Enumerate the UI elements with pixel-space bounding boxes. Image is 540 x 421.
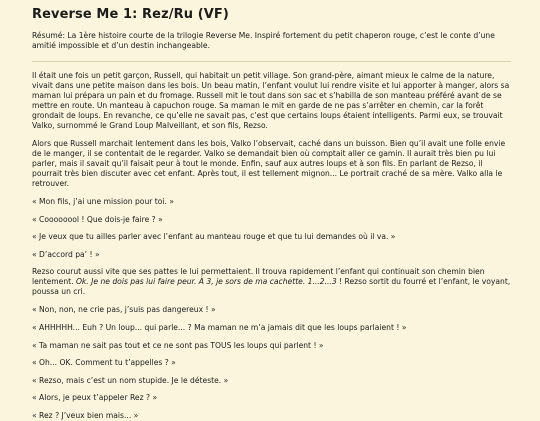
dialogue-line: « Rezso, mais c’est un nom stupide. Je le déteste. » [32, 375, 229, 385]
story-paragraph [32, 267, 511, 297]
dialogue-line: « Coooooool ! Que dois-je faire ? » [32, 214, 163, 224]
paragraph-text: ! Rezso sortit du fourré et l’enfant, le voyant, poussa un cri. [32, 277, 511, 297]
paragraph-text: Rezso courut aussi vite que ses pattes le lui permettaient. Il trouva rapidement l’enfant qui continuait son chemin bien lentement. [32, 267, 485, 287]
divider [32, 61, 511, 62]
dialogue-line: « Non, non, ne crie pas, j’suis pas dangereux ! » [32, 305, 216, 315]
story-body [32, 71, 511, 421]
dialogue-line: « Rez ? J’veux bien mais... » [32, 410, 139, 420]
italic-thought: Ok. Je ne dois pas lui faire peur. À 3, je sors de ma cachette. 1...2...3 [75, 277, 337, 287]
dialogue-line: « Alors, je peux t’appeler Rez ? » [32, 393, 158, 403]
dialogue-line: « AHHHHH... Euh ? Un loup... qui parle... ? Ma maman ne m’a jamais dit que les loups parlaient ! » [32, 322, 407, 332]
dialogue-line: « Ta maman ne sait pas tout et ce ne sont pas TOUS les loups qui parlent ! » [32, 340, 324, 350]
dialogue-line: « Je veux que tu ailles parler avec l’enfant au manteau rouge et que tu lui demandes où il va. » [32, 232, 396, 242]
story-title: Reverse Me 1: Rez/Ru (VF) [32, 7, 229, 22]
story-paragraph: Alors que Russell marchait lentement dans les bois, Valko l’observait, caché dans un buisson. Bien qu’il avait une folle envie de le manger, il se contentait de le regarder. Valko se demandait bien où comptait aller ce gamin. Il aurait très bien pu lui parler, mais il savait qu’il faisait peur à tout le monde. Enfin, sauf aux autres loups et à son fils. En parlant de Rezso, il pourrait très bien discuter avec cet enfant. Après tout, il est tellement mignon... Le portrait craché de sa mère. Valko alla le retrouver. [32, 139, 506, 188]
dialogue-line: « Mon fils, j’ai une mission pour toi. » [32, 197, 174, 206]
dialogue-line: « Oh... OK. Comment tu t’appelles ? » [32, 358, 176, 368]
story-paragraph: Il était une fois un petit garçon, Russell, qui habitait un petit village. Son grand-père, aimant mieux le calme de la nature, vivait dans une petite maison dans les bois. Un beau matin, l’enfant voulut lui rendre visite et lui apporter à manger, alors sa maman lui prépara un pain et du fromage. Russell mit le tout dans son sac et s’habilla de son manteau préféré avant de se mettre en route. Un manteau à capuchon rouge. Sa maman le mit en garde de ne pas s’arrêter en chemin, car la forêt grondait de loups. En revanche, ce qu’elle ne savait pas, c’est que certains loups étaient intelligents. Parmi eux, se trouvait Valko, surnommé le Grand Loup Malveillant, et son fils, Rezso. [32, 71, 510, 130]
story-summary: Résumé: La 1ère histoire courte de la trilogie Reverse Me. Inspiré fortement du petit chaperon rouge, c’est le conte d’une amitié impossible et d’un destin inchangeable. [32, 31, 495, 50]
dialogue-line: « D’accord pa’ ! » [32, 249, 100, 259]
